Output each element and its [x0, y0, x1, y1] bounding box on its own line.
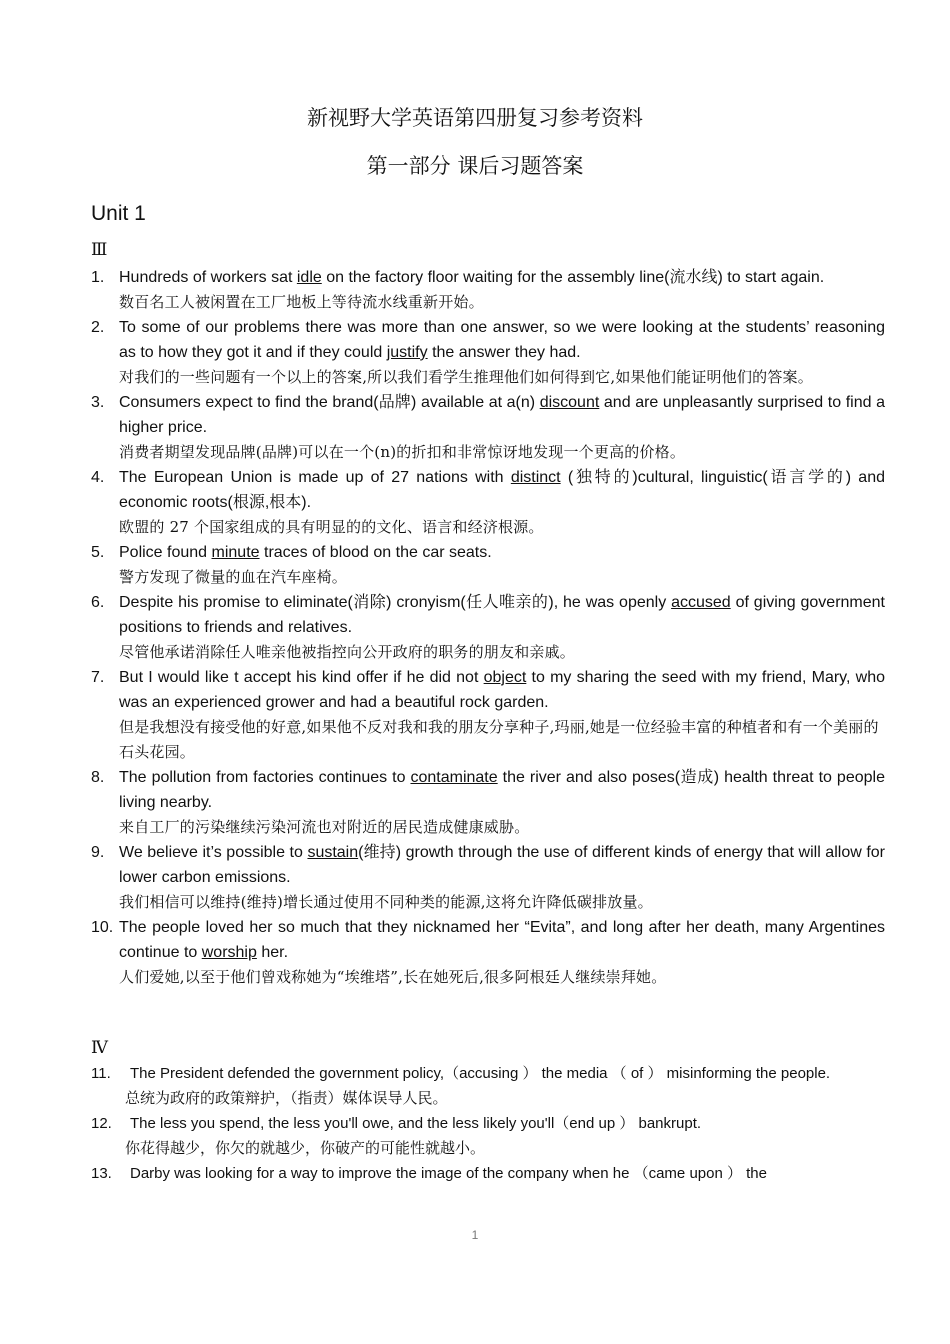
exercise-item [91, 1161, 885, 1186]
chinese-translation: 数百名工人被闲置在工厂地板上等待流水线重新开始。 [119, 293, 484, 311]
sentence-text: The people loved her so much that they nicknamed her “Evita”, and long after her death, many Argentines continue to [119, 919, 885, 961]
item-number: 3. [91, 394, 105, 411]
exercise-item [91, 840, 885, 915]
item-number: 9. [91, 844, 105, 861]
exercise-item [91, 665, 885, 765]
answer-word: distinct [510, 469, 561, 486]
unit-heading: Unit 1 [91, 202, 146, 225]
sentence-text: her. [256, 944, 289, 961]
english-sentence [119, 765, 885, 815]
exercise-item [91, 265, 885, 315]
sentence-text: We believe it’s possible to [119, 844, 308, 861]
sentence-text: the river and also poses(造成) health threat to people living nearby. [119, 769, 885, 811]
sentence-text: (独特的)cultural, linguistic(语言学的) and economic roots(根源,根本). [119, 469, 885, 511]
item-number: 5. [91, 544, 105, 561]
english-sentence [119, 540, 885, 565]
section-iv-list [91, 1061, 885, 1186]
english-sentence: The less you spend, the less you'll owe, and the less likely you'll（end up ） bankrupt. [130, 1115, 702, 1132]
answer-word: object [483, 669, 527, 686]
answer-word: idle [296, 269, 322, 286]
item-number: 8. [91, 769, 105, 786]
exercise-item [91, 915, 885, 990]
document-subtitle: 第一部分 课后习题答案 [366, 154, 584, 178]
english-sentence [119, 665, 885, 715]
item-number: 4. [91, 469, 105, 486]
chinese-translation: 消费者期望发现品牌(品牌)可以在一个(n)的折扣和非常惊讶地发现一个更高的价格。 [119, 443, 686, 461]
exercise-item [91, 465, 885, 540]
answer-word: discount [539, 394, 600, 411]
item-number: 13. [91, 1165, 112, 1182]
chinese-translation: 我们相信可以维持(维持)增长通过使用不同种类的能源,这将允许降低碳排放量。 [119, 893, 653, 911]
sentence-text: of giving government positions to friends and relatives. [119, 594, 885, 636]
exercise-item [91, 315, 885, 390]
english-sentence [119, 840, 885, 890]
sentence-text: on the factory floor waiting for the assembly line(流水线) to start again. [321, 269, 825, 286]
chinese-translation: 总统为政府的政策辩护，（指责）媒体误导人民。 [125, 1089, 448, 1107]
sentence-text: Police found [119, 544, 212, 561]
document-title: 新视野大学英语第四册复习参考资料 [307, 106, 643, 130]
sentence-text: But I would like t accept his kind offer if he did not [119, 669, 484, 686]
chinese-translation: 欧盟的 27 个国家组成的具有明显的的文化、语言和经济根源。 [119, 518, 544, 536]
exercise-item [91, 765, 885, 840]
answer-word: minute [211, 544, 260, 561]
sentence-text: and are unpleasantly surprised to find a higher price. [119, 394, 885, 436]
english-sentence [119, 315, 885, 365]
chinese-translation: 人们爱她,以至于他们曾戏称她为“埃维塔”,长在她死后,很多阿根廷人继续崇拜她。 [119, 968, 667, 986]
exercise-item [91, 590, 885, 665]
exercise-item [91, 390, 885, 465]
chinese-translation: 你花得越少，你欠的就越少，你破产的可能性就越小。 [125, 1139, 486, 1157]
page-number: 1 [471, 1228, 479, 1242]
item-number: 11. [91, 1065, 111, 1082]
sentence-text: To some of our problems there was more than one answer, so we were looking at the students’ reasoning as to how they got it and if they could [119, 319, 885, 361]
sentence-text: Hundreds of workers sat [119, 269, 297, 286]
sentence-text: The European Union is made up of 27 nations with [119, 469, 511, 486]
english-sentence: The President defended the government policy,（accusing ） the media （ of ） misinforming the people. [130, 1065, 831, 1082]
english-sentence [119, 915, 885, 965]
sentence-text: Despite his promise to eliminate(消除) cronyism(任人唯亲的), he was openly [119, 594, 672, 611]
chinese-translation: 警方发现了微量的血在汽车座椅。 [119, 568, 348, 586]
item-number: 6. [91, 594, 105, 611]
english-sentence [119, 265, 885, 290]
chinese-translation: 来自工厂的污染继续污染河流也对附近的居民造成健康威胁。 [119, 818, 530, 836]
sentence-text: the answer they had. [427, 344, 581, 361]
answer-word: sustain [307, 844, 359, 861]
exercise-item [91, 540, 885, 590]
chinese-translation: 尽管他承诺消除任人唯亲他被指控向公开政府的职务的朋友和亲戚。 [119, 643, 576, 661]
sentence-text: The pollution from factories continues to [119, 769, 411, 786]
chinese-translation: 对我们的一些问题有一个以上的答案,所以我们看学生推理他们如何得到它,如果他们能证明他们的答案。 [119, 368, 813, 386]
sentence-text: traces of blood on the car seats. [259, 544, 492, 561]
chinese-translation: 但是我想没有接受他的好意,如果他不反对我和我的朋友分享种子,玛丽,她是一位经验丰富的种植者和有一个美丽的石头花园。 [119, 718, 879, 761]
sentence-text: Consumers expect to find the brand(品牌) available at a(n) [119, 394, 540, 411]
section-iii-list [91, 265, 885, 990]
sentence-text: to my sharing the seed with my friend, Mary, who was an experienced grower and had a beautiful rock garden. [119, 669, 886, 711]
item-number: 10. [91, 919, 114, 936]
english-sentence: Darby was looking for a way to improve the image of the company when he （came upon ） the [130, 1165, 767, 1182]
section-iii-label: Ⅲ [91, 240, 108, 260]
english-sentence [119, 390, 885, 440]
item-number: 2. [91, 319, 105, 336]
answer-word: contaminate [410, 769, 498, 786]
item-number: 7. [91, 669, 105, 686]
exercise-item [91, 1111, 885, 1136]
answer-word: justify [386, 344, 428, 361]
item-number: 12. [91, 1115, 112, 1132]
answer-word: worship [201, 944, 257, 961]
sentence-text: (维持) growth through the use of different kinds of energy that will allow for lower carbon emissions. [119, 844, 885, 886]
section-iv-label: Ⅳ [91, 1038, 108, 1058]
answer-word: accused [671, 594, 731, 611]
exercise-item [91, 1061, 885, 1086]
english-sentence [119, 465, 885, 515]
item-number: 1. [91, 269, 105, 286]
english-sentence [119, 590, 885, 640]
